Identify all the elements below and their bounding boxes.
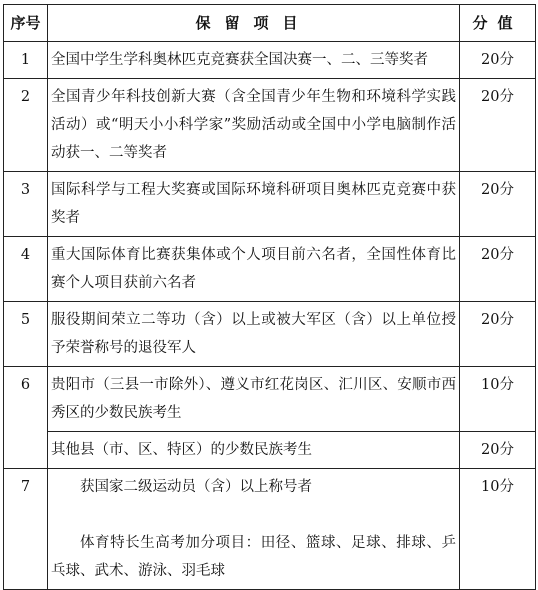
table-row xyxy=(4,237,536,302)
header-reserved-item: 保留项目 xyxy=(48,5,460,42)
row-item: 获国家二级运动员（含）以上称号者 xyxy=(80,479,312,495)
table-row xyxy=(4,367,536,432)
header-score: 分值 xyxy=(460,5,536,42)
row-number: 7 xyxy=(4,469,48,590)
row-number: 3 xyxy=(4,172,48,237)
row-score: 20分 xyxy=(460,302,536,367)
bonus-points-table xyxy=(3,4,536,590)
row-number: 6 xyxy=(4,367,48,469)
row-item: 全国中学生学科奥林匹克竞赛获全国决赛一、二、三等奖者 xyxy=(48,42,460,79)
table-row xyxy=(4,469,536,590)
table-row xyxy=(4,172,536,237)
row-score: 10分 xyxy=(460,367,536,432)
row-score: 20分 xyxy=(460,237,536,302)
row-score: 20分 xyxy=(460,42,536,79)
table-row xyxy=(4,302,536,367)
row-item: 全国青少年科技创新大赛（含全国青少年生物和环境科学实践活动）或“明天小小科学家”奖励活动或全国中小学电脑制作活动获一、二等奖者 xyxy=(48,79,460,172)
row-note: 体育特长生高考加分项目：田径、篮球、足球、排球、乒乓球、武术、游泳、羽毛球 xyxy=(51,535,456,579)
row-number: 4 xyxy=(4,237,48,302)
row-item: 国际科学与工程大奖赛或国际环境科研项目奥林匹克竞赛中获奖者 xyxy=(48,172,460,237)
header-row xyxy=(4,5,536,42)
row-score: 20分 xyxy=(460,172,536,237)
header-serial-number: 序号 xyxy=(4,5,48,42)
table-row xyxy=(4,42,536,79)
row-item-cell xyxy=(48,469,460,590)
row-item: 贵阳市（三县一市除外）、遵义市红花岗区、汇川区、安顺市西秀区的少数民族考生 xyxy=(48,367,460,432)
table-row xyxy=(4,432,536,469)
row-item: 重大国际体育比赛获集体或个人项目前六名者，全国性体育比赛个人项目获前六名者 xyxy=(48,237,460,302)
row-item: 服役期间荣立二等功（含）以上或被大军区（含）以上单位授予荣誉称号的退役军人 xyxy=(48,302,460,367)
row-item: 其他县（市、区、特区）的少数民族考生 xyxy=(48,432,460,469)
row-score: 20分 xyxy=(460,432,536,469)
table-row xyxy=(4,79,536,172)
spacer xyxy=(51,501,456,529)
row-score: 20分 xyxy=(460,79,536,172)
row-number: 1 xyxy=(4,42,48,79)
row-number: 5 xyxy=(4,302,48,367)
row-number: 2 xyxy=(4,79,48,172)
row-score: 10分 xyxy=(460,469,536,590)
